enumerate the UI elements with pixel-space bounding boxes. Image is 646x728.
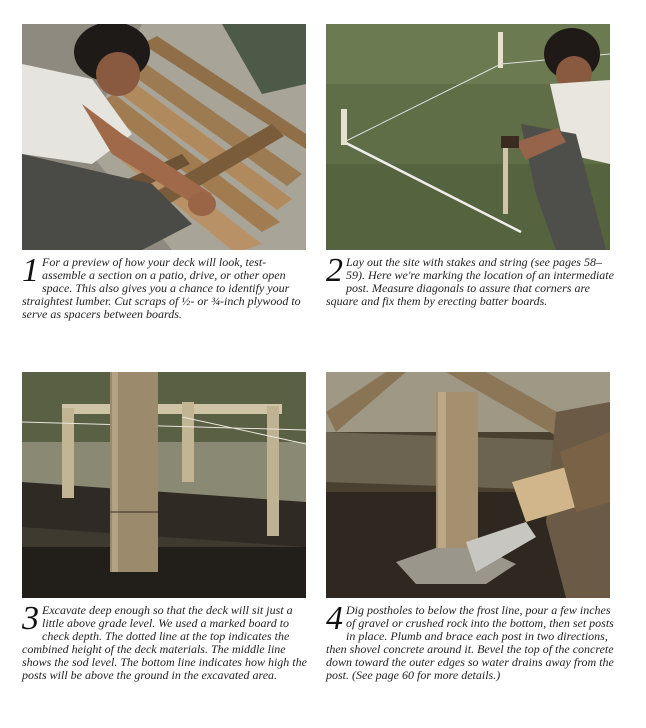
caption-step-4 [326,600,614,682]
photo-excavation-posts [22,372,306,598]
photo-set-posts-concrete [326,372,610,598]
photo-site-layout-stakes [326,24,610,250]
step-number: 4 [326,600,343,637]
photo-test-assemble-deck [22,24,306,250]
caption-text: Lay out the site with stakes and string (see pages 58–59). Here we're marking the location of an intermediate post. Measure diagonals to assure that corners are square and fix them by erecting batter boards. [326,255,614,308]
step-number: 3 [22,600,39,637]
step-number: 2 [326,252,343,289]
caption-step-2 [326,252,614,308]
caption-step-1 [22,252,310,321]
caption-text: For a preview of how your deck will look, test-assemble a section on a patio, drive, or other open space. This also gives you a chance to identify your straightest lumber. Cut scraps of ½- or ¾-inch plywood to serve as spacers between boards. [22,255,301,321]
caption-text: Excavate deep enough so that the deck will sit just a little above grade level. We used a marked board to check depth. The dotted line at the top indicates the combined height of the deck materials. The middle line shows the sod level. The bottom line indicates how high the posts will be above the ground in the excavated area. [22,603,307,682]
caption-text: Dig postholes to below the frost line, pour a few inches of gravel or crushed rock into the bottom, then set posts in place. Plumb and brace each post in two directions, then shovel concrete around it. Bevel the top of the concrete down toward the outer edges so water drains away from the post. (See page 60 for more details.) [326,603,614,682]
step-number: 1 [22,252,39,289]
caption-step-3 [22,600,310,682]
